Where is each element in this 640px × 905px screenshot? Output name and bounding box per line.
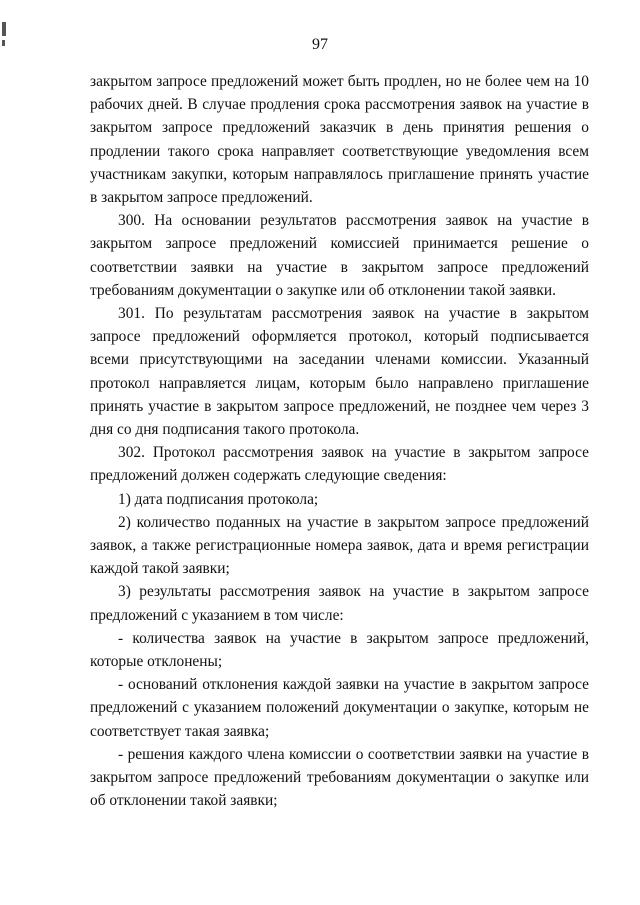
paragraph-302: 302. Протокол рассмотрения заявок на участие в закрытом запросе предложений должен содержать следующие сведения: — [90, 444, 589, 485]
paragraph-300: 300. На основании результатов рассмотрения заявок на участие в закрытом запросе предложений комиссией принимается решение о соответствии заявки на участие в закрытом запросе предложений требованиям документации о закупке или об отклонении такой заявки. — [90, 212, 589, 299]
scan-artifact — [2, 22, 6, 36]
sub-item-rejected-count: - количества заявок на участие в закрытом запросе предложений, которые отклонены; — [90, 629, 589, 671]
list-item-2: 2) количество поданных на участие в закрытом запросе предложений заявок, а также регистрационные номера заявок, дата и время регистрации каждой такой заявки; — [90, 513, 589, 578]
sub-item-rejection-grounds: - оснований отклонения каждой заявки на участие в закрытом запросе предложений с указанием положений документации о закупке, которым не соответствует такая заявка; — [90, 676, 589, 740]
sub-item-member-decisions: - решения каждого члена комиссии о соответствии заявки на участие в закрытом запросе предложений требованиям документации о закупке или об отклонении такой заявки; — [90, 745, 589, 810]
list-item-3: 3) результаты рассмотрения заявок на участие в закрытом запросе предложений с указанием в том числе: — [90, 583, 589, 624]
page-number: 97 — [312, 36, 328, 53]
list-item-1: 1) дата подписания протокола; — [118, 490, 319, 508]
paragraph-301: 301. По результатам рассмотрения заявок на участие в закрытом запросе предложений оформляется протокол, который подписывается всеми присутствующими на заседании членами комиссии. Указанный протокол направляется лицам, которым было направлено приглашение принять участие в закрытом запросе предложений, не позднее чем через 3 дня со дня подписания такого протокола. — [90, 305, 589, 439]
document-body — [90, 70, 589, 813]
paragraph-continuation: закрытом запросе предложений может быть продлен, но не более чем на 10 рабочих дней. В случае продления срока рассмотрения заявок на участие в закрытом запросе предложений заказчик в день принятия решения о продлении такого срока направляет соответствующие уведомления всем участникам закупки, которым направлялось приглашение принять участие в закрытом запросе предложений. — [90, 73, 589, 207]
